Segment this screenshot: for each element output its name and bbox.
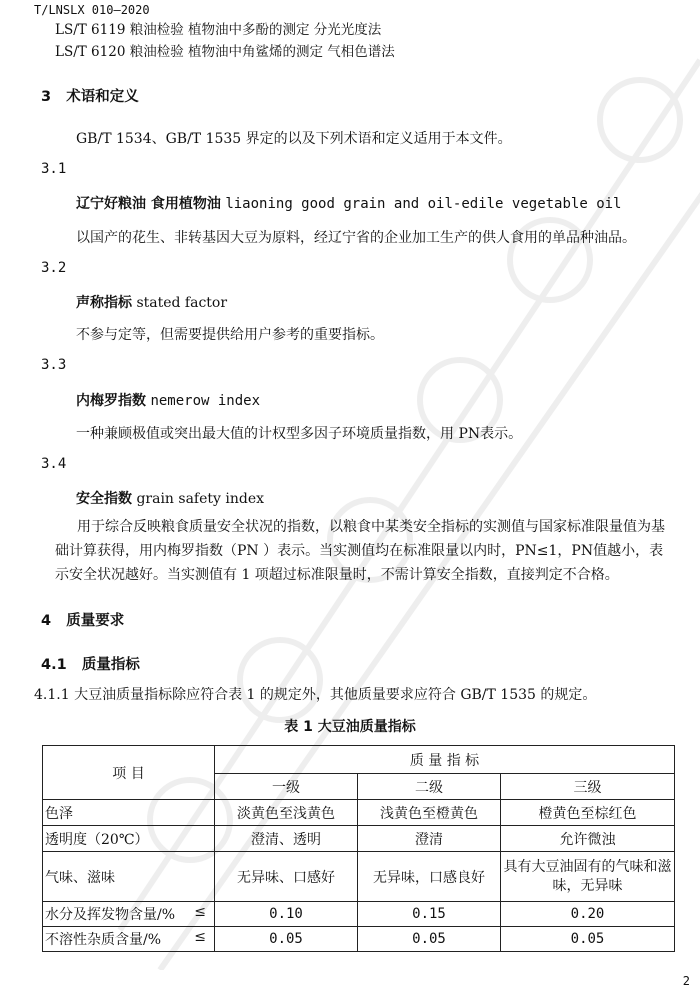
table-row [43,800,675,826]
section-intro: GB/T 1534、GB/T 1535 界定的以及下列术语和定义适用于本文件。 [76,131,512,147]
term-name-cn: 内梅罗指数 [76,393,146,409]
quality-table [42,745,675,952]
term-name-cn: 辽宁好粮油 食用植物油 [76,196,221,212]
row-value: 浅黄色至橙黄色 [358,800,501,826]
row-item: 色泽 [43,800,215,826]
term-definition: 以国产的花生、非转基因大豆为原料，经辽宁省的企业加工生产的供人食用的单品种油品。 [76,230,636,246]
row-item-cell [43,927,215,952]
section-number: 3 [41,89,52,105]
row-value: 允许微浊 [501,826,675,852]
table-row [43,826,675,852]
row-item: 水分及挥发物含量/% [45,907,176,923]
term-number: 3.2 [41,260,67,276]
term-name-en: grain safety index [136,491,265,507]
term-name-cn: 安全指数 [76,491,132,507]
term-number: 3.3 [41,357,67,373]
row-item: 气味、滋味 [43,852,215,902]
row-value: 淡黄色至浅黄色 [215,800,358,826]
row-item-cell [43,902,215,927]
term-definition: 用于综合反映粮食质量安全状况的指数，以粮食中某类安全指标的实测值与国家标准限量值为基础计算获得，用内梅罗指数（PN ）表示。当实测值均在标准限量以内时，PN≤1，PN值越小，表示安全状况越好。当实测值有 1 项超过标准限量时，不需计算安全指数，直接判定不合格。 [55,519,665,583]
row-value: 0.20 [501,902,675,927]
row-item-suffix: ≤ [194,904,206,920]
row-value: 无异味、口感好 [215,852,358,902]
row-value: 0.05 [215,927,358,952]
term-name-cn: 声称指标 [76,295,132,311]
row-value: 0.05 [358,927,501,952]
row-item: 不溶性杂质含量/% [45,932,162,948]
row-value: 0.15 [358,902,501,927]
term-definition: 不参与定等，但需要提供给用户参考的重要指标。 [76,327,384,343]
document-code: T/LNSLX 010—2020 [34,3,150,17]
term-title [76,390,260,410]
subsection-title: 质量指标 [81,657,140,673]
grade-header: 一级 [215,774,358,800]
grade-header: 二级 [358,774,501,800]
row-value: 澄清、透明 [215,826,358,852]
table-row [43,852,675,902]
section-title: 质量要求 [66,613,125,629]
term-number: 3.4 [41,456,67,472]
term-title [76,488,264,508]
page-number: 2 [682,974,690,988]
term-definition: 一种兼顾极值或突出最大值的计权型多因子环境质量指数，用 PN表示。 [76,426,523,442]
term-name-en: stated factor [136,295,228,311]
section-heading [41,609,124,630]
row-value: 具有大豆油固有的气味和滋味，无异味 [501,852,675,902]
table-row [43,902,675,927]
subsection-heading [41,653,140,674]
table-item-header: 项 目 [43,746,215,800]
term-name-en: nemerow index [150,393,261,409]
table-caption: 表 1 大豆油质量指标 [284,719,416,735]
section-title: 术语和定义 [66,89,139,105]
row-value: 无异味，口感良好 [358,852,501,902]
term-title [76,292,227,312]
term-number: 3.1 [41,161,67,177]
reference-item: LS/T 6120 粮油检验 植物油中角鲨烯的测定 气相色谱法 [55,44,395,60]
row-value: 0.10 [215,902,358,927]
row-value: 澄清 [358,826,501,852]
table-group-header: 质 量 指 标 [215,746,675,774]
row-value: 橙黄色至棕红色 [501,800,675,826]
reference-item: LS/T 6119 粮油检验 植物油中多酚的测定 分光光度法 [55,22,382,38]
term-title [76,193,621,213]
clause-text: 4.1.1 大豆油质量指标除应符合表 1 的规定外，其他质量要求应符合 GB/T 1535 的规定。 [34,687,597,703]
row-value: 0.05 [501,927,675,952]
table-row [43,927,675,952]
row-item-suffix: ≤ [194,929,206,945]
term-name-en: liaoning good grain and oil-edile vegetable oil [225,196,622,212]
section-number: 4 [41,613,52,629]
row-item: 透明度（20℃） [43,826,215,852]
section-heading [41,85,139,106]
subsection-number: 4.1 [41,657,67,673]
grade-header: 三级 [501,774,675,800]
